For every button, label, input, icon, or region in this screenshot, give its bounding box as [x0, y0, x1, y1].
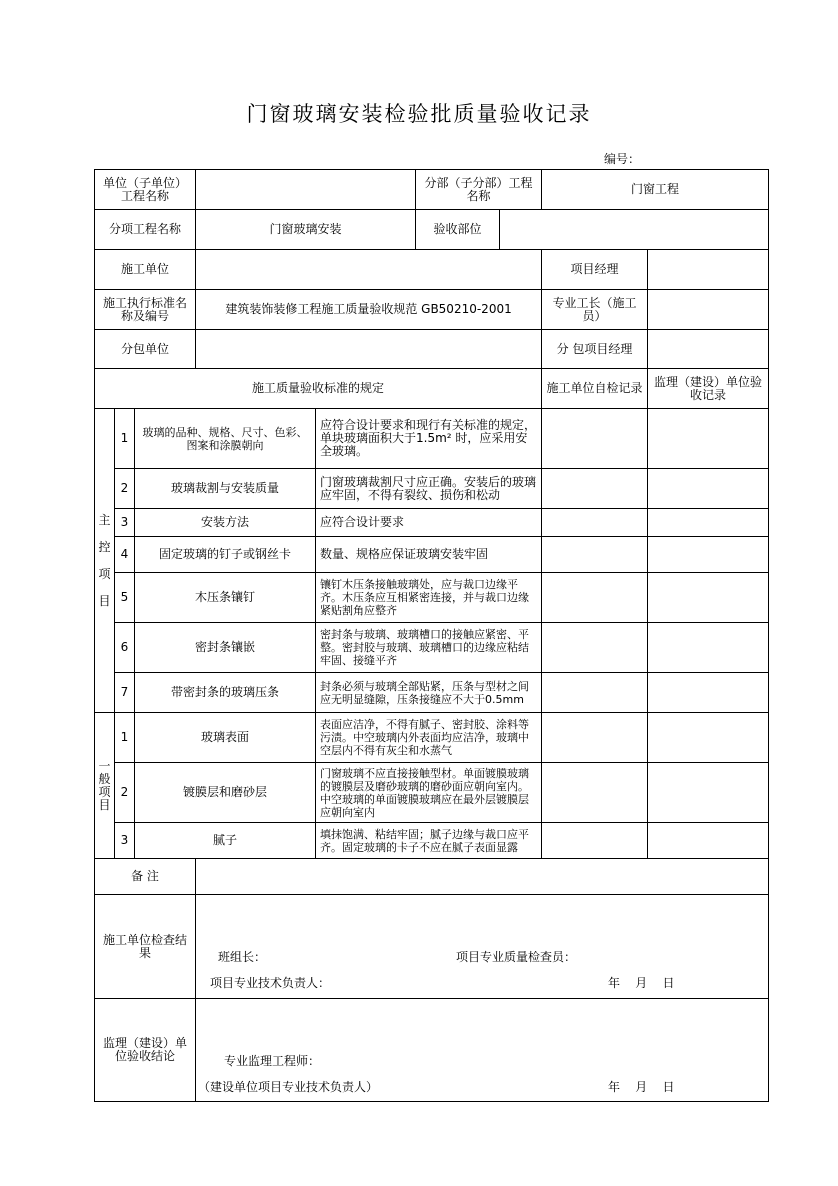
unit-project-label: 单位（子单位）工程名称 — [95, 170, 196, 210]
supervision-cell[interactable] — [648, 537, 769, 573]
self-check-cell[interactable] — [542, 409, 648, 469]
item-number: 2 — [115, 469, 135, 509]
acceptance-part-label: 验收部位 — [416, 210, 500, 250]
supervision-cell[interactable] — [648, 409, 769, 469]
construction-check-label: 施工单位检查结果 — [95, 895, 196, 999]
item-spec: 门窗玻璃不应直接接触型材。单面镀膜玻璃的镀膜层及磨砂玻璃的磨砂面应朝向室内。中空玻璃的单面镀膜玻璃应在最外层镀膜层应朝向室内 — [316, 763, 542, 823]
item-number: 1 — [115, 409, 135, 469]
item-number: 3 — [115, 823, 135, 859]
date-label: 年 月 日 — [608, 1080, 675, 1094]
sub-pm-value[interactable] — [648, 330, 769, 369]
item-number: 5 — [115, 573, 135, 623]
construction-unit-value[interactable] — [196, 250, 542, 290]
item-spec: 密封条与玻璃、玻璃槽口的接触应紧密、平整。密封胶与玻璃、玻璃槽口的边缘应粘结牢固、接缝平齐 — [316, 623, 542, 673]
item-spec: 填抹饱满、粘结牢固；腻子边缘与裁口应平齐。固定玻璃的卡子不应在腻子表面显露 — [316, 823, 542, 859]
supervision-cell[interactable] — [648, 573, 769, 623]
item-name: 密封条镶嵌 — [135, 623, 316, 673]
item-name: 玻璃的品种、规格、尺寸、色彩、图案和涂膜朝向 — [135, 409, 316, 469]
item-spec: 应符合设计要求 — [316, 509, 542, 537]
self-check-cell[interactable] — [542, 469, 648, 509]
item-name: 带密封条的玻璃压条 — [135, 673, 316, 713]
inspection-form-table — [94, 169, 769, 1102]
supervision-cell[interactable] — [648, 623, 769, 673]
standard-label: 施工执行标准名称及编号 — [95, 290, 196, 330]
self-check-cell[interactable] — [542, 537, 648, 573]
sub-division-value[interactable]: 门窗工程 — [542, 170, 769, 210]
subcontractor-label: 分包单位 — [95, 330, 196, 369]
supervision-engineer-label: 专业监理工程师： — [224, 1054, 321, 1068]
standard-value[interactable]: 建筑装饰装修工程施工质量验收规范 GB50210-2001 — [196, 290, 542, 330]
owner-rep-label: （建设单位项目专业技术负责人） — [198, 1080, 379, 1094]
item-number: 1 — [115, 713, 135, 763]
sub-item-label: 分项工程名称 — [95, 210, 196, 250]
self-check-cell[interactable] — [542, 573, 648, 623]
item-spec: 门窗玻璃裁割尺寸应正确。安装后的玻璃应牢固，不得有裂纹、损伤和松动 — [316, 469, 542, 509]
item-name: 腻子 — [135, 823, 316, 859]
team-leader-label: 班组长： — [218, 950, 267, 964]
tech-lead-label: 项目专业技术负责人： — [210, 976, 331, 990]
supervision-cell[interactable] — [648, 763, 769, 823]
sub-division-label: 分部（子分部）工程名称 — [416, 170, 542, 210]
item-number: 6 — [115, 623, 135, 673]
supervision-cell[interactable] — [648, 509, 769, 537]
general-group-label: 一 般 项 目 — [95, 713, 115, 859]
self-check-column-header: 施工单位自检记录 — [542, 369, 648, 409]
item-spec: 表面应洁净，不得有腻子、密封胶、涂料等污渍。中空玻璃内外表面均应洁净，玻璃中空层内不得有灰尘和水蒸气 — [316, 713, 542, 763]
sub-item-value[interactable]: 门窗玻璃安装 — [196, 210, 416, 250]
supervision-conclusion-label: 监理（建设）单位验收结论 — [95, 999, 196, 1102]
supervision-conclusion-area[interactable] — [196, 999, 769, 1102]
date-label: 年 月 日 — [608, 976, 675, 990]
sub-pm-label: 分 包项目经理 — [542, 330, 648, 369]
item-name: 镀膜层和磨砂层 — [135, 763, 316, 823]
self-check-cell[interactable] — [542, 509, 648, 537]
supervision-cell[interactable] — [648, 469, 769, 509]
quality-inspector-label: 项目专业质量检查员： — [456, 950, 577, 964]
unit-project-value[interactable] — [196, 170, 416, 210]
page-title: 门窗玻璃安装检验批质量验收记录 — [246, 102, 592, 126]
doc-number-label: 编号： — [604, 152, 641, 166]
foreman-value[interactable] — [648, 290, 769, 330]
item-number: 7 — [115, 673, 135, 713]
self-check-cell[interactable] — [542, 823, 648, 859]
supervision-cell[interactable] — [648, 823, 769, 859]
item-number: 3 — [115, 509, 135, 537]
self-check-cell[interactable] — [542, 673, 648, 713]
item-spec: 数量、规格应保证玻璃安装牢固 — [316, 537, 542, 573]
construction-unit-label: 施工单位 — [95, 250, 196, 290]
supervision-column-header: 监理（建设）单位验收记录 — [648, 369, 769, 409]
item-name: 固定玻璃的钉子或钢丝卡 — [135, 537, 316, 573]
self-check-cell[interactable] — [542, 713, 648, 763]
project-manager-label: 项目经理 — [542, 250, 648, 290]
acceptance-part-value[interactable] — [500, 210, 769, 250]
item-name: 安装方法 — [135, 509, 316, 537]
self-check-cell[interactable] — [542, 623, 648, 673]
item-number: 4 — [115, 537, 135, 573]
item-number: 2 — [115, 763, 135, 823]
remarks-label: 备 注 — [95, 859, 196, 895]
spec-column-header: 施工质量验收标准的规定 — [95, 369, 542, 409]
item-name: 玻璃裁割与安装质量 — [135, 469, 316, 509]
item-spec: 封条必须与玻璃全部贴紧，压条与型材之间应无明显缝隙，压条接缝应不大于0.5mm — [316, 673, 542, 713]
supervision-cell[interactable] — [648, 713, 769, 763]
main-control-group-label: 主 控 项 目 — [95, 409, 115, 713]
item-name: 木压条镶钉 — [135, 573, 316, 623]
foreman-label: 专业工长（施工员） — [542, 290, 648, 330]
item-name: 玻璃表面 — [135, 713, 316, 763]
supervision-cell[interactable] — [648, 673, 769, 713]
self-check-cell[interactable] — [542, 763, 648, 823]
subcontractor-value[interactable] — [196, 330, 542, 369]
project-manager-value[interactable] — [648, 250, 769, 290]
construction-check-area[interactable] — [196, 895, 769, 999]
item-spec: 镶钉木压条接触玻璃处，应与裁口边缘平齐。木压条应互相紧密连接，并与裁口边缘紧贴割角应整齐 — [316, 573, 542, 623]
item-spec: 应符合设计要求和现行有关标准的规定，单块玻璃面积大于1.5m² 时，应采用安全玻璃。 — [316, 409, 542, 469]
remarks-value[interactable] — [196, 859, 769, 895]
